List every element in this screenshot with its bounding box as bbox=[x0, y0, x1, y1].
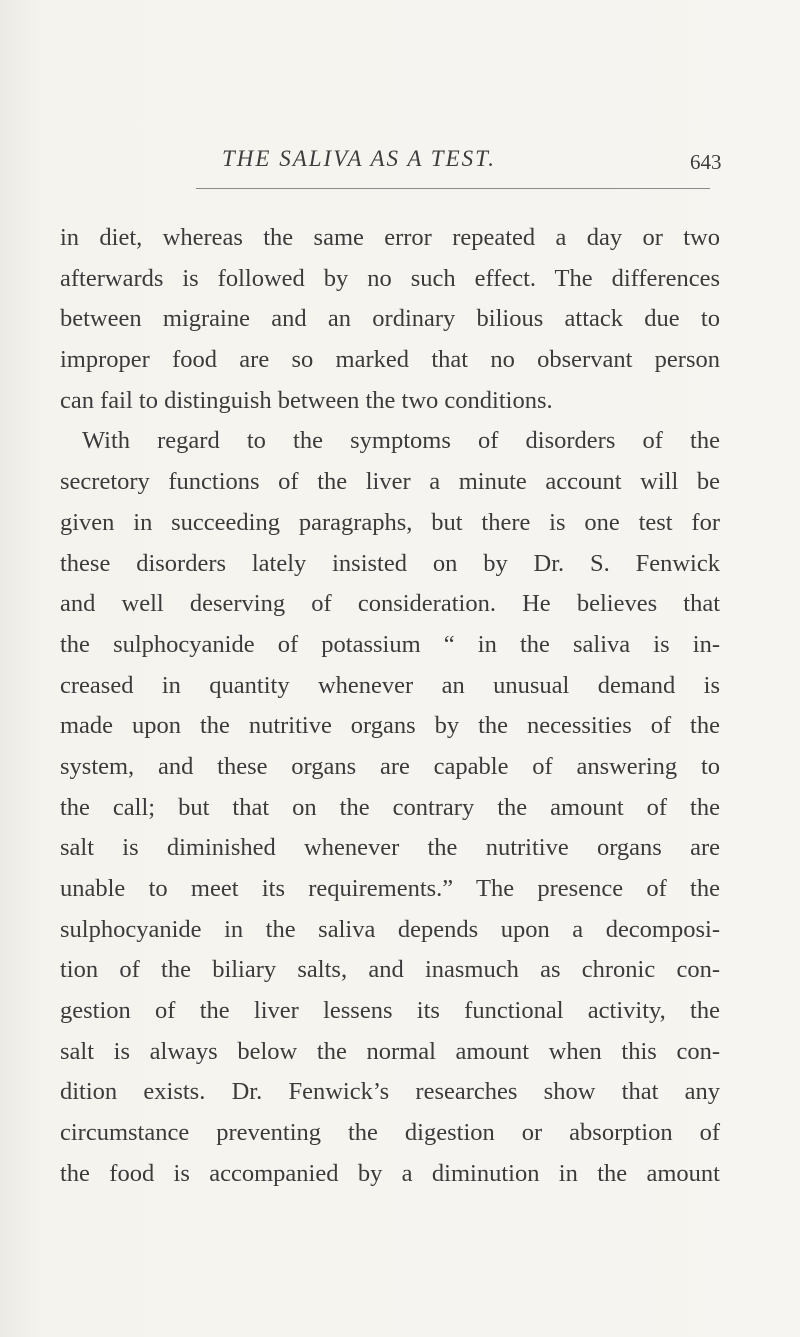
text-line: given in succeeding paragraphs, but there is one test for bbox=[60, 508, 720, 536]
text-line: and well deserving of consideration. He believes that bbox=[60, 590, 720, 618]
text-line: made upon the nutritive organs by the necessities of the bbox=[60, 712, 720, 740]
text-line: salt is diminished whenever the nutritive organs are bbox=[60, 834, 720, 862]
running-head bbox=[0, 146, 800, 186]
text-line: these disorders lately insisted on by Dr. S. Fenwick bbox=[60, 549, 720, 577]
text-line: in diet, whereas the same error repeated a day or two bbox=[60, 224, 720, 251]
text-line: between migraine and an ordinary bilious attack due to bbox=[60, 305, 720, 333]
text-line: circumstance preventing the digestion or absorption of bbox=[60, 1119, 720, 1147]
text-line: improper food are so marked that no observant person bbox=[60, 346, 720, 374]
text-line: gestion of the liver lessens its functional activity, the bbox=[60, 997, 720, 1025]
text-line: dition exists. Dr. Fenwick’s researches show that any bbox=[60, 1078, 720, 1106]
text-line: salt is always below the normal amount when this con- bbox=[60, 1037, 720, 1065]
running-title: THE SALIVA AS A TEST. bbox=[222, 146, 496, 171]
text-line: the sulphocyanide of potassium “ in the saliva is in- bbox=[60, 630, 720, 658]
text-line: can fail to distinguish between the two conditions. bbox=[60, 386, 553, 414]
body-text bbox=[60, 218, 720, 1195]
page-number: 643 bbox=[690, 150, 722, 174]
text-line: With regard to the symptoms of disorders of the bbox=[82, 427, 720, 455]
text-line: system, and these organs are capable of answering to bbox=[60, 752, 720, 780]
text-line: the call; but that on the contrary the amount of the bbox=[60, 793, 720, 821]
text-line: tion of the biliary salts, and inasmuch as chronic con- bbox=[60, 956, 720, 984]
text-line: afterwards is followed by no such effect. The differences bbox=[60, 264, 720, 292]
text-line: sulphocyanide in the saliva depends upon a decomposi- bbox=[60, 915, 720, 943]
text-line: the food is accompanied by a diminution in the amount bbox=[60, 1159, 720, 1187]
text-line: secretory functions of the liver a minute account will be bbox=[60, 468, 720, 496]
text-line: unable to meet its requirements.” The presence of the bbox=[60, 875, 720, 902]
header-rule bbox=[196, 188, 710, 189]
text-line: creased in quantity whenever an unusual demand is bbox=[60, 671, 720, 699]
